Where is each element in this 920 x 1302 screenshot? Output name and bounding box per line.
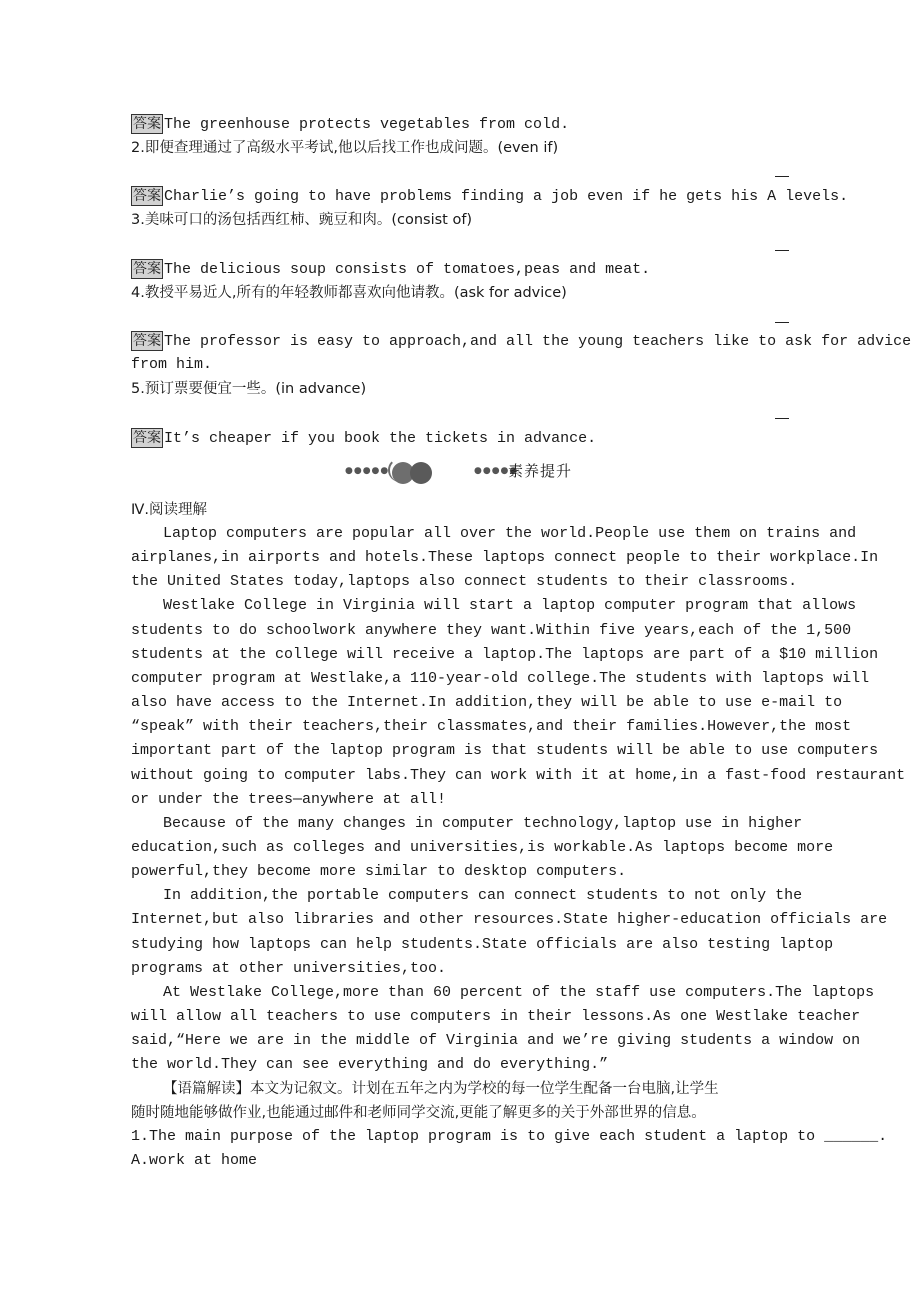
passage-line: said,“Here we are in the middle of Virginia and we’re giving students a window on <box>131 1032 861 1049</box>
answer-1 <box>131 114 569 135</box>
passage-line: Because of the many changes in computer technology,laptop use in higher <box>163 815 803 832</box>
passage-line: “speak” with their teachers,their classmates,and their families.However,the most <box>131 718 852 735</box>
passage-line: computer program at Westlake,a 110-year-old college.The students with laptops will <box>131 670 870 687</box>
question-3: 3.美味可口的汤包括西红柿、豌豆和肉。(consist of) <box>131 212 473 228</box>
answer-tag: 答案 <box>133 333 161 349</box>
passage-line: also have access to the Internet.In addition,they will be able to use e-mail to <box>131 694 843 711</box>
passage-line: education,such as colleges and universities,is workable.As laptops become more <box>131 839 834 856</box>
passage-line: studying how laptops can help students.State officials are also testing laptop <box>131 936 834 953</box>
answer-text: Charlie’s going to have problems finding a job even if he gets his A levels. <box>164 188 849 205</box>
answer-tag: 答案 <box>133 261 161 277</box>
passage-line: In addition,the portable computers can connect students to not only the <box>163 887 803 904</box>
reading-heading: Ⅳ.阅读理解 <box>131 502 207 518</box>
passage-line: Internet,but also libraries and other resources.State higher-education officials are <box>131 911 888 928</box>
passage-line: airplanes,in airports and hotels.These laptops connect people to their workplace.In <box>131 549 879 566</box>
answer-tag: 答案 <box>133 188 161 204</box>
passage-line: the United States today,laptops also connect students to their classrooms. <box>131 573 798 590</box>
decorative-dots-left: ●●●●● <box>345 466 390 476</box>
section-divider <box>340 458 580 486</box>
answer-2 <box>131 186 848 207</box>
answer-blank-line <box>775 176 789 177</box>
passage-line: the world.They can see everything and do everything.” <box>131 1056 609 1073</box>
question-2: 2.即便查理通过了高级水平考试,他以后找工作也成问题。(even if) <box>131 140 559 156</box>
answer-text: The greenhouse protects vegetables from cold. <box>164 116 570 133</box>
answer-4-continued: from him. <box>131 356 213 373</box>
passage-line: or under the trees—anywhere at all! <box>131 791 447 808</box>
decorative-dots-right: ●●●●● <box>474 466 519 476</box>
analysis-line-1: 【语篇解读】本文为记叙文。计划在五年之内为学校的每一位学生配备一台电脑,让学生 <box>163 1081 719 1097</box>
answer-4 <box>131 331 911 352</box>
answer-blank-line <box>775 322 789 323</box>
section-title: 素养提升 <box>508 462 573 480</box>
passage-line: will allow all teachers to use computers in their lessons.As one Westlake teacher <box>131 1008 861 1025</box>
answer-blank-line <box>775 250 789 251</box>
answer-text: It’s cheaper if you book the tickets in advance. <box>164 430 597 447</box>
passage-line: Westlake College in Virginia will start a laptop computer program that allows <box>163 597 857 614</box>
answer-tag: 答案 <box>133 116 161 132</box>
answer-text: The professor is easy to approach,and all the young teachers like to ask for advice <box>164 333 912 350</box>
analysis-line-2: 随时随地能够做作业,也能通过邮件和老师同学交流,更能了解更多的关于外部世界的信息。 <box>131 1105 706 1121</box>
passage-line: programs at other universities,too. <box>131 960 447 977</box>
answer-tag: 答案 <box>133 430 161 446</box>
answer-3 <box>131 259 650 280</box>
answer-text: The delicious soup consists of tomatoes,peas and meat. <box>164 261 651 278</box>
question-4: 4.教授平易近人,所有的年轻教师都喜欢向他请教。(ask for advice) <box>131 285 567 301</box>
option-a: A.work at home <box>131 1152 258 1169</box>
passage-line: Laptop computers are popular all over the world.People use them on trains and <box>163 525 857 542</box>
answer-5 <box>131 428 596 449</box>
passage-line: students to do schoolwork anywhere they want.Within five years,each of the 1,500 <box>131 622 852 639</box>
question-1: 1.The main purpose of the laptop program is to give each student a laptop to ______. <box>131 1128 888 1145</box>
passage-line: without going to computer labs.They can work with it at home,in a fast-food restaurant <box>131 767 906 784</box>
passage-line: important part of the laptop program is that students will be able to use computers <box>131 742 879 759</box>
question-5: 5.预订票要便宜一些。(in advance) <box>131 381 367 397</box>
passage-line: students at the college will receive a laptop.The laptops are part of a $10 million <box>131 646 879 663</box>
double-circle-icon <box>388 458 438 486</box>
passage-line: At Westlake College,more than 60 percent of the staff use computers.The laptops <box>163 984 875 1001</box>
passage-line: powerful,they become more similar to desktop computers. <box>131 863 627 880</box>
answer-blank-line <box>775 418 789 419</box>
